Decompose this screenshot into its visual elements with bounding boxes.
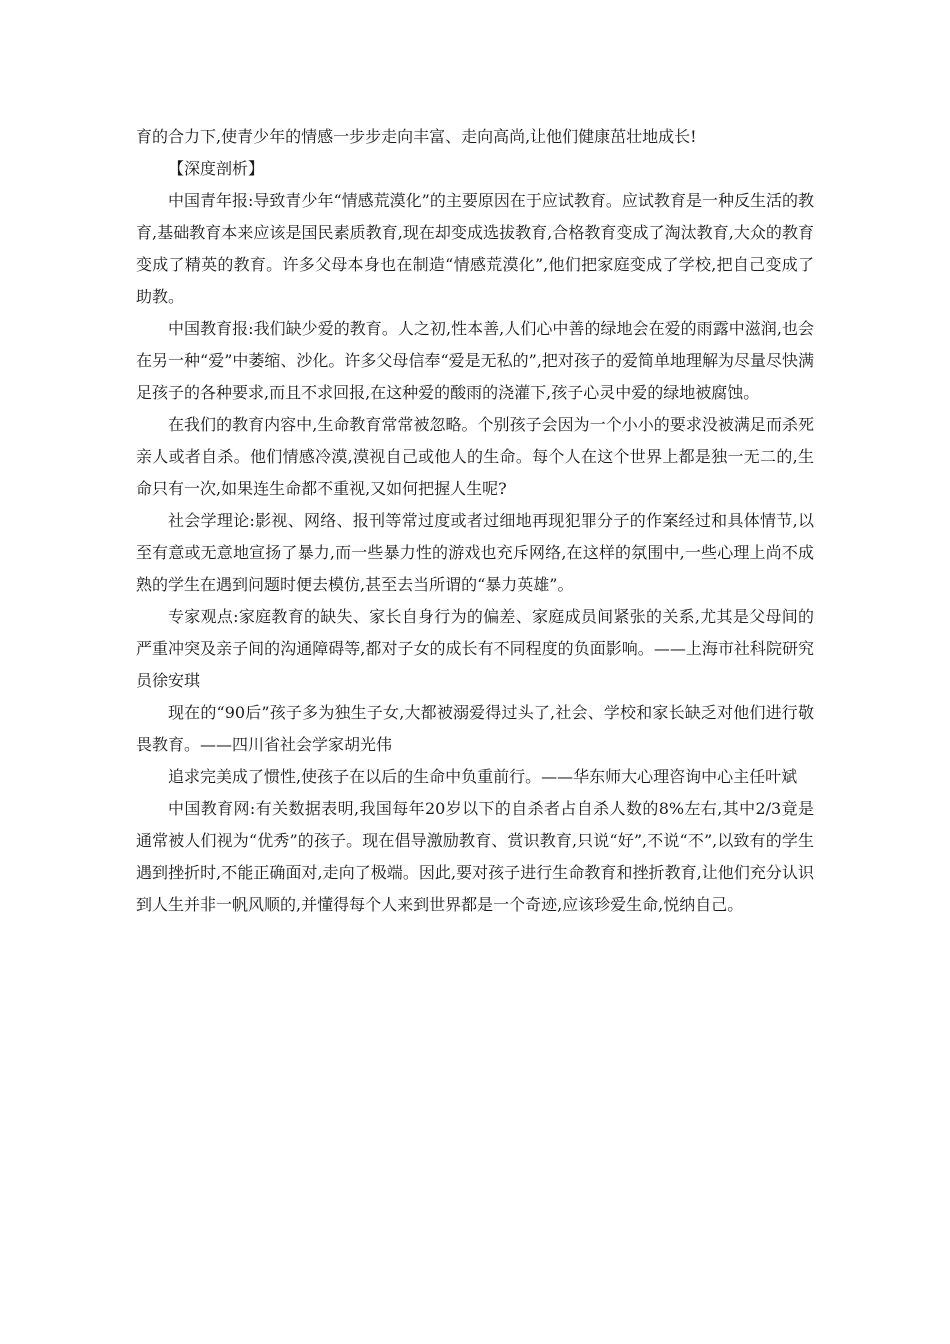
- paragraph-perfectionism: 追求完美成了惯性,使孩子在以后的生命中负重前行。——华东师大心理咨询中心主任叶斌: [168, 767, 798, 786]
- paragraph-sociology-theory: 社会学理论:影视、网络、报刊等常过度或者过细地再现犯罪分子的作案经过和具体情节,以至有意或无意地宣扬了暴力,而一些暴力性的游戏也充斥网络,在这样的氛围中,一些心理上尚不成熟的学生在遇到问题时便去模仿,甚至去当所谓的“暴力英雄”。: [136, 511, 814, 594]
- paragraph-life-education: 在我们的教育内容中,生命教育常常被忽略。个别孩子会因为一个小小的要求没被满足而杀死亲人或者自杀。他们情感冷漠,漠视自己或他人的生命。每个人在这个世界上都是独一无二的,生命只有一次,如果连生命都不重视,又如何把握人生呢?: [136, 415, 814, 498]
- paragraph-china-youth-daily: 中国青年报:导致青少年“情感荒漠化”的主要原因在于应试教育。应试教育是一种反生活的教育,基础教育本来应该是国民素质教育,现在却变成选拔教育,合格教育变成了淘汰教育,大众的教育变成了精英的教育。许多父母本身也在制造“情感荒漠化”,他们把家庭变成了学校,把自己变成了助教。: [136, 191, 814, 306]
- paragraph-china-education-daily: 中国教育报:我们缺少爱的教育。人之初,性本善,人们心中善的绿地会在爱的雨露中滋润,也会在另一种“爱”中萎缩、沙化。许多父母信奉“爱是无私的”,把对孩子的爱简单地理解为尽量尽快满足孩子的各种要求,而且不求回报,在这种爱的酸雨的浇灌下,孩子心灵中爱的绿地被腐蚀。: [136, 319, 814, 402]
- paragraph-continuation: 育的合力下,使青少年的情感一步步走向丰富、走向高尚,让他们健康茁壮地成长!: [136, 127, 697, 146]
- paragraph-china-education-net: 中国教育网:有关数据表明,我国每年20岁以下的自杀者占自杀人数的8%左右,其中2/3竟是通常被人们视为“优秀”的孩子。现在倡导激励教育、赏识教育,只说“好”,不说“不”,以致有的学生遇到挫折时,不能正确面对,走向了极端。因此,要对孩子进行生命教育和挫折教育,让他们充分认识到人生并非一帆风顺的,并懂得每个人来到世界都是一个奇迹,应该珍爱生命,悦纳自己。: [136, 799, 814, 914]
- document-body: [136, 121, 814, 921]
- paragraph-expert-view: 专家观点:家庭教育的缺失、家长自身行为的偏差、家庭成员间紧张的关系,尤其是父母间的严重冲突及亲子间的沟通障碍等,都对子女的成长有不同程度的负面影响。——上海市社科院研究员徐安琪: [136, 607, 814, 690]
- section-heading: 【深度剖析】: [168, 159, 265, 178]
- paragraph-post90s: 现在的“90后”孩子多为独生子女,大都被溺爱得过头了,社会、学校和家长缺乏对他们进行敬畏教育。——四川省社会学家胡光伟: [136, 703, 814, 754]
